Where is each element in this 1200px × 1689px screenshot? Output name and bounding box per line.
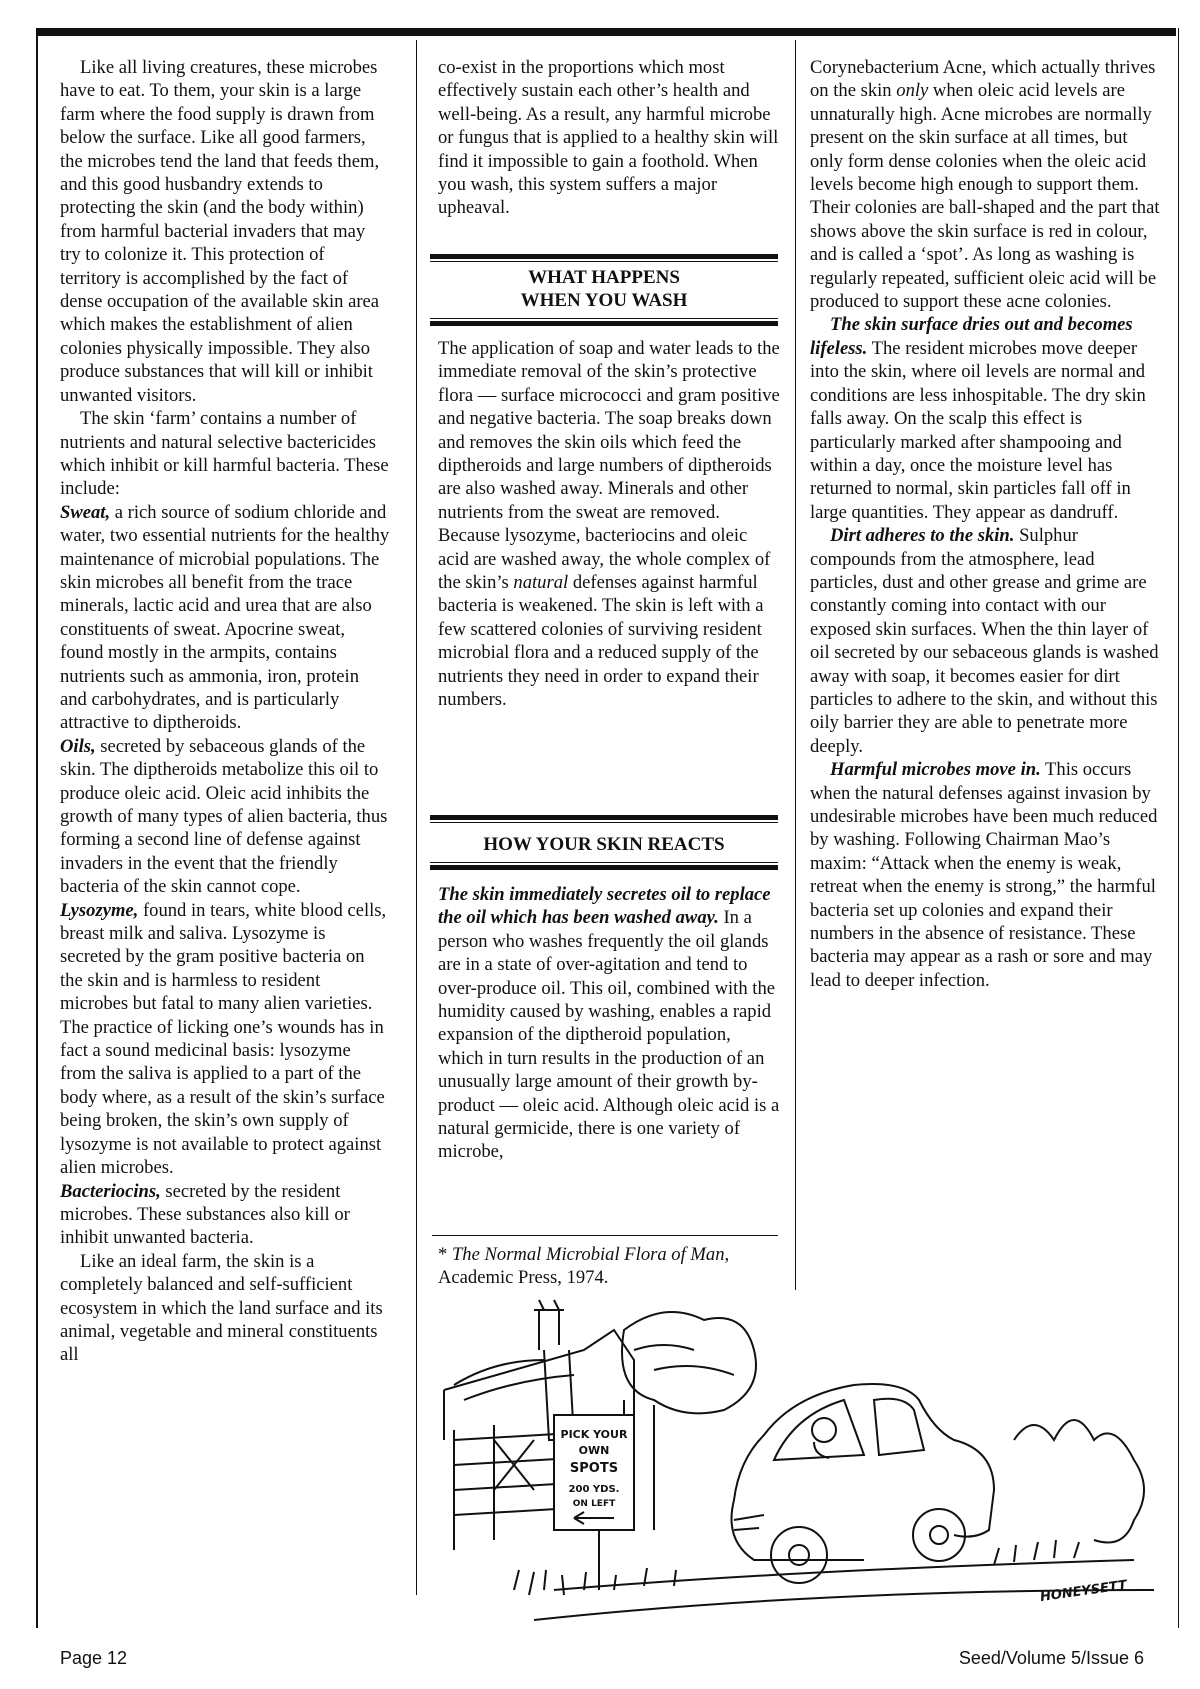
oils-text: secreted by sebaceous glands of the skin. The diptheroids metabolize this oil to produce oleic acid. Oleic acid inhibits the growth of many types of alien bacteria, thus forming a second line of defense against invaders in the event that the friendly bacteria of the skin cannot cope. bbox=[60, 735, 388, 898]
hedge bbox=[1014, 1420, 1144, 1543]
bacteriocins-paragraph bbox=[60, 1180, 390, 1250]
sweat-term: Sweat, bbox=[60, 501, 111, 523]
dirt-adheres-lead: Dirt adheres to the skin. bbox=[830, 525, 1015, 547]
col2-paragraph-2-b: defenses against harmful bacteria is weakened. The skin is left with a few scattered colonies of surviving resident microbial flora and a reduced supply of the nutrients they need in order to expand their numbers. bbox=[438, 572, 764, 711]
driver bbox=[812, 1418, 836, 1442]
oils-paragraph bbox=[60, 735, 390, 899]
col3-paragraph-1 bbox=[810, 56, 1160, 313]
tree bbox=[622, 1312, 756, 1413]
road-edge bbox=[554, 1560, 1134, 1590]
sign-line-2: OWN bbox=[578, 1444, 610, 1457]
lysozyme-term: Lysozyme, bbox=[60, 899, 139, 921]
section-rule-2-bottom bbox=[430, 862, 778, 870]
heading-what-happens bbox=[430, 266, 778, 312]
only-emphasis: only bbox=[896, 80, 929, 102]
sweat-paragraph bbox=[60, 501, 390, 735]
col3-paragraph-1-b: when oleic acid levels are unnaturally high. Acne microbes are normally present on the skin surface at all times, but only form dense colonies when the oleic acid levels become high enough to support them. Their colonies are ball-shaped and the part that shows above the skin surface is red in colour, and is called a ‘spot’. As long as washing is regularly repeated, sufficient oleic acid will be produced to support these acne colonies. bbox=[810, 80, 1160, 313]
sweat-text: a rich source of sodium chloride and water, two essential nutrients for the healthy maintenance of microbial populations. The skin microbes all benefit from the trace minerals, lactic acid and urea that are also constituents of sweat. Apocrine sweat, found mostly in the armpits, contains nutrients such as ammonia, iron, protein and carbohydrates, and is particularly attractive to diptheroids. bbox=[60, 501, 390, 734]
lysozyme-text: found in tears, white blood cells, breast milk and saliva. Lysozyme is secreted by the gram positive bacteria on the skin and is harmless to resident microbes but fatal to many alien varieties. The practice of licking one’s wounds has in fact a sound medicinal basis: lysozyme from the saliva is applied to a part of the body where, as a result of the skin’s surface being broken, the skin’s own supply of lysozyme is not available to protect against alien microbes. bbox=[60, 899, 387, 1179]
column-divider-2 bbox=[795, 40, 796, 1290]
footnote-title: The Normal Microbial Flora of Man, bbox=[451, 1244, 730, 1265]
col3-paragraph-1-a: Corynebacterium Acne, which actually thrives on the skin bbox=[810, 57, 1156, 102]
col3-paragraph-4 bbox=[810, 758, 1160, 992]
issue-label: Seed/Volume 5/Issue 6 bbox=[958, 1648, 1144, 1668]
col2-paragraph-2 bbox=[438, 337, 780, 712]
cartoon-illustration bbox=[434, 1290, 1174, 1625]
col1-paragraph-2: The skin ‘farm’ contains a number of nutrients and natural selective bactericides which inhibit or kill harmful bacteria. These include: bbox=[60, 408, 389, 500]
dries-out-lead: The skin surface dries out and becomes lifeless. bbox=[810, 314, 1133, 359]
col2-paragraph-1: co-exist in the proportions which most effectively sustain each other’s health and well-being. As a result, any harmful microbe or fungus that is applied to a healthy skin will find it impossible to gain a foothold. When you wash, this system suffers a major upheaval. bbox=[438, 57, 779, 219]
sign-line-4: 200 YDS. bbox=[568, 1484, 620, 1495]
col2-paragraph-3 bbox=[438, 883, 780, 1164]
footnote bbox=[438, 1243, 780, 1289]
col1-paragraph-1: Like all living creatures, these microbes have to eat. To them, your skin is a large farm where the food supply is drawn from below the surface. Like all good farmers, the microbes tend the land that feeds them, and this good husbandry extends to protecting the skin (and the body within) from harmful bacterial invaders that may try to colonize it. This protection of territory is accomplished by the fact of dense occupation of the available skin area which makes the establishment of alien colonies physically impossible. They also produce substances that will kill or inhibit unwanted visitors. bbox=[60, 57, 380, 406]
col1-paragraph-last: Like an ideal farm, the skin is a completely balanced and self-sufficient ecosystem in which the land surface and its animal, vegetable and mineral constituents all bbox=[60, 1250, 383, 1366]
cartoon-signature: HONEYSETT bbox=[1039, 1578, 1128, 1606]
column-divider-1 bbox=[416, 40, 417, 1595]
sign-line-3: SPOTS bbox=[569, 1461, 619, 1476]
page-number: Page 12 bbox=[60, 1648, 128, 1668]
section-rule-2-top bbox=[430, 815, 778, 823]
column-2-top bbox=[438, 56, 780, 220]
chimney bbox=[534, 1300, 564, 1350]
oils-term: Oils, bbox=[60, 735, 96, 757]
col3-paragraph-4-text: This occurs when the natural defenses against invasion by undesirable microbes have been much reduced by washing. Following Chairman Mao’s maxim: “Attack when the enemy is weak, retreat when the enemy is strong,” the harmful bacteria set up colonies and expand their numbers in the absence of resistance. These bacteria may appear as a rash or sore and may lead to deeper infection. bbox=[810, 759, 1158, 991]
col3-paragraph-3-text: Sulphur compounds from the atmosphere, lead particles, dust and other grease and grime are constantly coming into contact with our exposed skin surfaces. When the thin layer of oil secreted by our sebaceous glands is washed away with soap, it becomes easier for dirt particles to adhere to the skin, and without this oily barrier they are able to penetrate more deeply. bbox=[810, 525, 1159, 757]
column-1 bbox=[60, 56, 390, 1367]
skin-secretes-lead: The skin immediately secretes oil to replace the oil which has been washed away. bbox=[438, 884, 771, 929]
grass bbox=[514, 1568, 676, 1595]
heading-what-happens-line-1: WHAT HAPPENS bbox=[528, 267, 680, 288]
footnote-star: * bbox=[438, 1244, 452, 1265]
lysozyme-paragraph bbox=[60, 899, 390, 1180]
section-rule-1-top bbox=[430, 254, 778, 262]
sign-line-1: PICK YOUR bbox=[560, 1428, 628, 1441]
col3-paragraph-3 bbox=[810, 524, 1160, 758]
footnote-rule bbox=[432, 1235, 778, 1236]
car-wheel-front bbox=[771, 1527, 827, 1583]
heading-what-happens-line-2: WHEN YOU WASH bbox=[520, 290, 688, 311]
heading-how-skin-reacts: HOW YOUR SKIN REACTS bbox=[483, 834, 725, 855]
column-2-bottom bbox=[438, 883, 780, 1164]
col2-paragraph-3-text: In a person who washes frequently the oil glands are in a state of over-agitation and tend to over-produce oil. This oil, combined with the humidity caused by washing, enables a rapid expansion of the diptheroid population, which in turn results in the production of an unusually large amount of their growth by-product — oleic acid. Although oleic acid is a natural germicide, there is one variety of microbe, bbox=[438, 907, 780, 1163]
car-window-rear bbox=[874, 1399, 924, 1455]
col3-paragraph-2 bbox=[810, 313, 1160, 524]
col3-paragraph-2-text: The resident microbes move deeper into the skin, where oil levels are normal and conditions are less inhospitable. The dry skin falls away. On the scalp this effect is particularly marked after shampooing and within a day, once the moisture level has returned to normal, skin particles fall off in large quantities. They appear as dandruff. bbox=[810, 337, 1146, 523]
footnote-rest: Academic Press, 1974. bbox=[438, 1267, 609, 1288]
natural-emphasis: natural bbox=[513, 572, 569, 594]
car-window-front bbox=[774, 1400, 864, 1460]
sign-line-5: ON LEFT bbox=[572, 1499, 616, 1509]
bacteriocins-term: Bacteriocins, bbox=[60, 1180, 161, 1202]
column-2-middle bbox=[438, 337, 780, 712]
col2-paragraph-2-a: The application of soap and water leads to the immediate removal of the skin’s protective flora — surface micrococci and gram positive and negative bacteria. The soap breaks down and removes the skin oils which feed the diptheroids and large numbers of diptheroids are also washed away. Minerals and other nutrients from the sweat are removed. Because lysozyme, bacteriocins and oleic acid are washed away, the whole complex of the skin’s bbox=[438, 338, 780, 594]
bacteriocins-text: secreted by the resident microbes. These substances also kill or inhibit unwanted bacteria. bbox=[60, 1180, 350, 1249]
section-rule-1-bottom bbox=[430, 318, 778, 326]
column-3 bbox=[810, 56, 1160, 992]
harmful-microbes-lead: Harmful microbes move in. bbox=[830, 759, 1041, 781]
